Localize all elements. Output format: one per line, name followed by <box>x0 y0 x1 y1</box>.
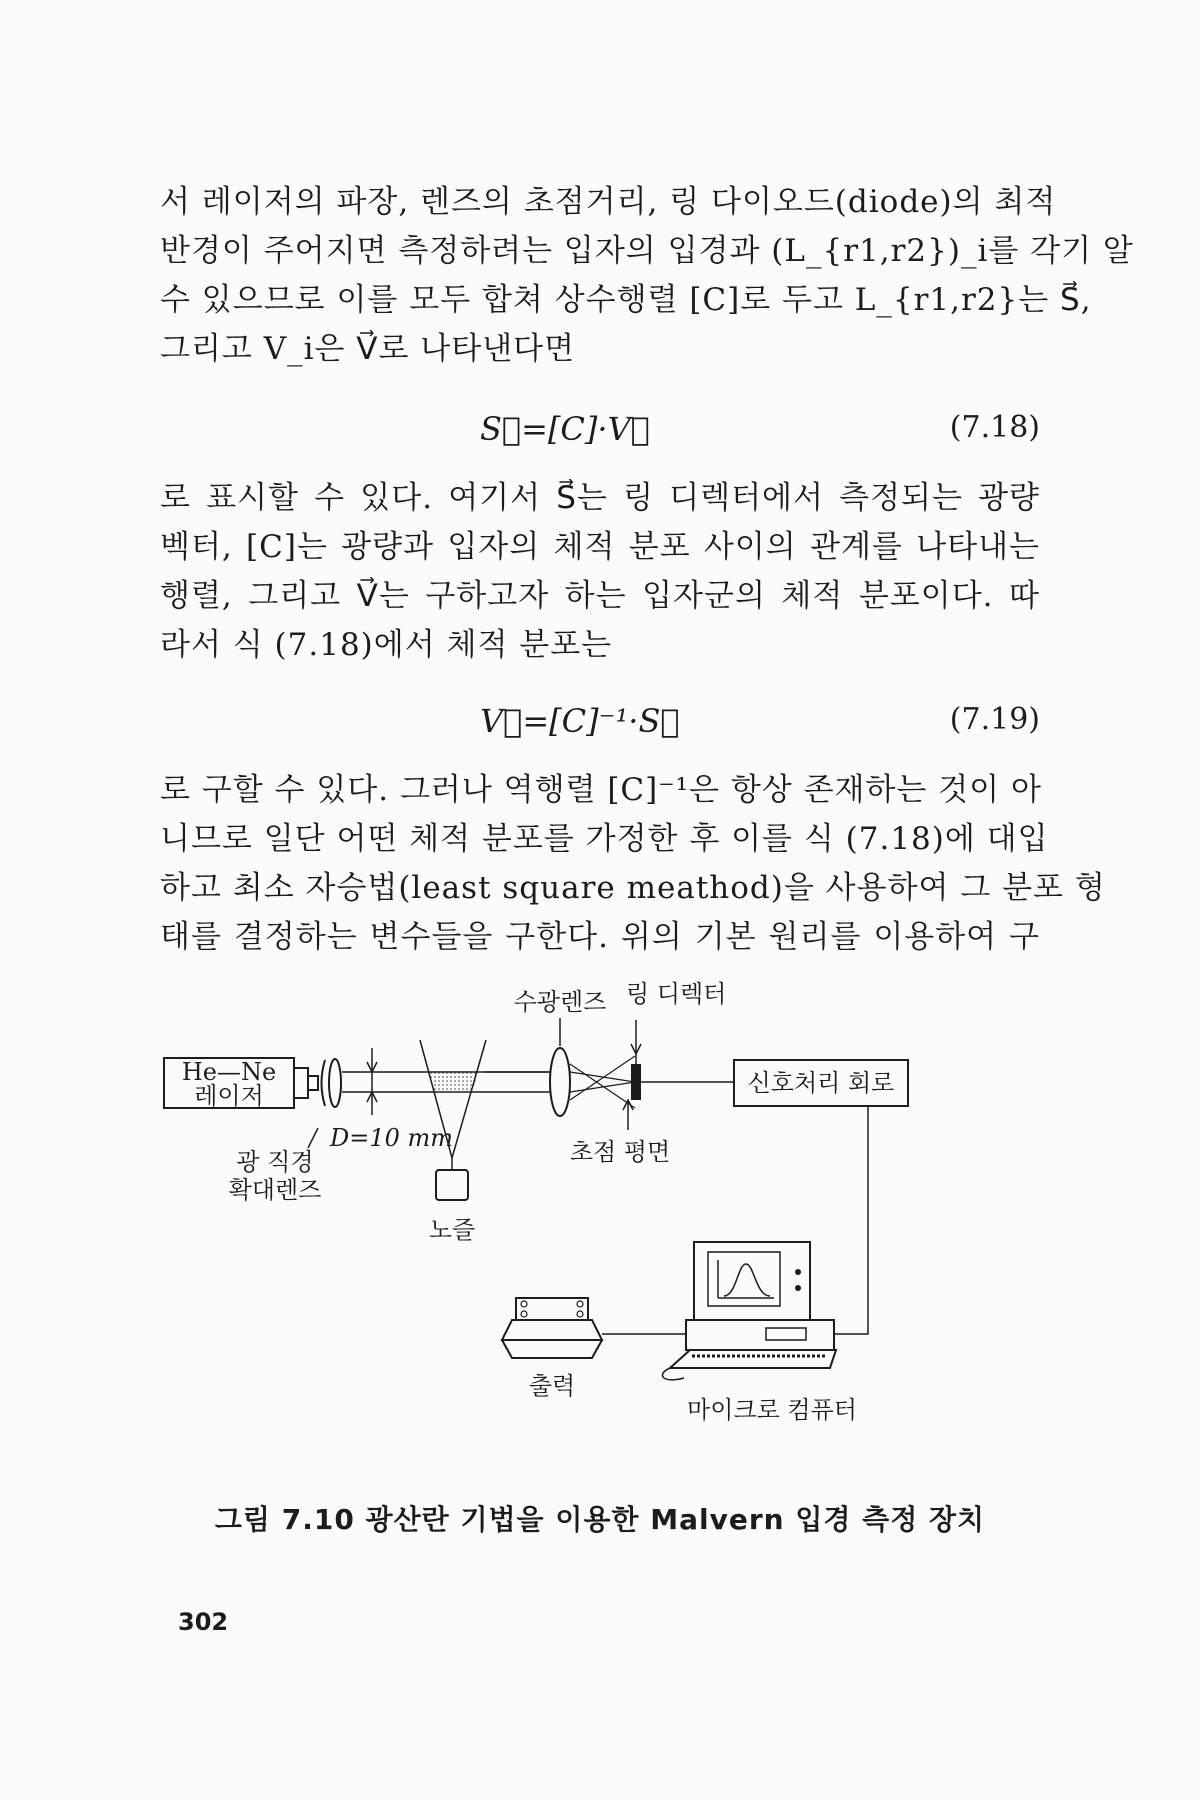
microcomputer <box>662 1242 856 1424</box>
text-line: 그리고 V_i은 V⃗로 나타낸다면 <box>160 331 576 367</box>
paragraph-3 <box>160 766 1106 962</box>
paragraph-1 <box>160 178 1134 374</box>
equation-expression: V⃗=[C]⁻¹·S⃗ <box>480 702 680 740</box>
focal-plane-label: 초점 평면 <box>569 1138 671 1166</box>
laser-label-line1: He—Ne <box>181 1058 277 1086</box>
text-line: 하고 최소 자승법(least square meathod)을 사용하여 그 분포 형 <box>160 870 1106 906</box>
text-line: 로 표시할 수 있다. 여기서 S⃗는 링 디렉터에서 측정되는 광량 <box>160 480 1040 516</box>
equation-number: (7.18) <box>949 410 1040 445</box>
paragraph-2 <box>160 474 1040 670</box>
equation-7-19 <box>160 702 1040 752</box>
printer-label: 출력 <box>528 1372 576 1400</box>
expander-label-line1: 광 직경 <box>236 1148 314 1176</box>
text-line: 반경이 주어지면 측정하려는 입자의 입경과 (L_{r1,r2})_i를 각기 알 <box>160 233 1134 269</box>
text-line: 벡터, [C]는 광량과 입자의 체적 분포 사이의 관계를 나타내는 <box>160 529 1040 565</box>
equation-number: (7.19) <box>949 702 1040 737</box>
figure-caption: 그림 7.10 광산란 기법을 이용한 Malvern 입경 측정 장치 <box>214 1503 986 1536</box>
text-line: 태를 결정하는 변수들을 구한다. 위의 기본 원리를 이용하여 구 <box>160 919 1040 955</box>
expander-label-line2: 확대렌즈 <box>228 1176 322 1204</box>
laser-beam <box>329 1048 560 1152</box>
receiving-lens-label: 수광렌즈 <box>513 988 607 1016</box>
computer-label: 마이크로 컴퓨터 <box>687 1396 857 1424</box>
text-line: 행렬, 그리고 V⃗는 구하고자 하는 입자군의 체적 분포이다. 따 <box>160 578 1040 614</box>
text-line: 니므로 일단 어떤 체적 분포를 가정한 후 이를 식 (7.18)에 대입 <box>160 821 1049 857</box>
apparatus-diagram <box>150 980 1050 1480</box>
page-number: 302 <box>178 1608 229 1636</box>
ring-detector-label: 링 디렉터 <box>626 980 727 1008</box>
equation-7-18 <box>160 410 1040 460</box>
receiving-lens <box>486 988 635 1116</box>
nozzle-label: 노즐 <box>428 1216 476 1244</box>
signal-processing-circuit <box>641 1060 908 1334</box>
equation-expression: S⃗=[C]·V⃗ <box>480 410 650 448</box>
printer <box>502 1298 686 1400</box>
laser-label-line2: 레이저 <box>194 1082 264 1110</box>
text-line: 라서 식 (7.18)에서 체적 분포는 <box>160 627 613 663</box>
text-line: 수 있으므로 이를 모두 합쳐 상수행렬 [C]로 두고 L_{r1,r2}는 S⃗, <box>160 282 1092 318</box>
text-line: 서 레이저의 파장, 렌즈의 초점거리, 링 다이오드(diode)의 최적 <box>160 184 1057 220</box>
text-line: 로 구할 수 있다. 그러나 역행렬 [C]⁻¹은 항상 존재하는 것이 아 <box>160 772 1042 808</box>
signal-circuit-label: 신호처리 회로 <box>747 1069 895 1097</box>
laser-source <box>164 1058 308 1110</box>
beam-diameter-label: D=10 mm <box>330 1124 454 1152</box>
